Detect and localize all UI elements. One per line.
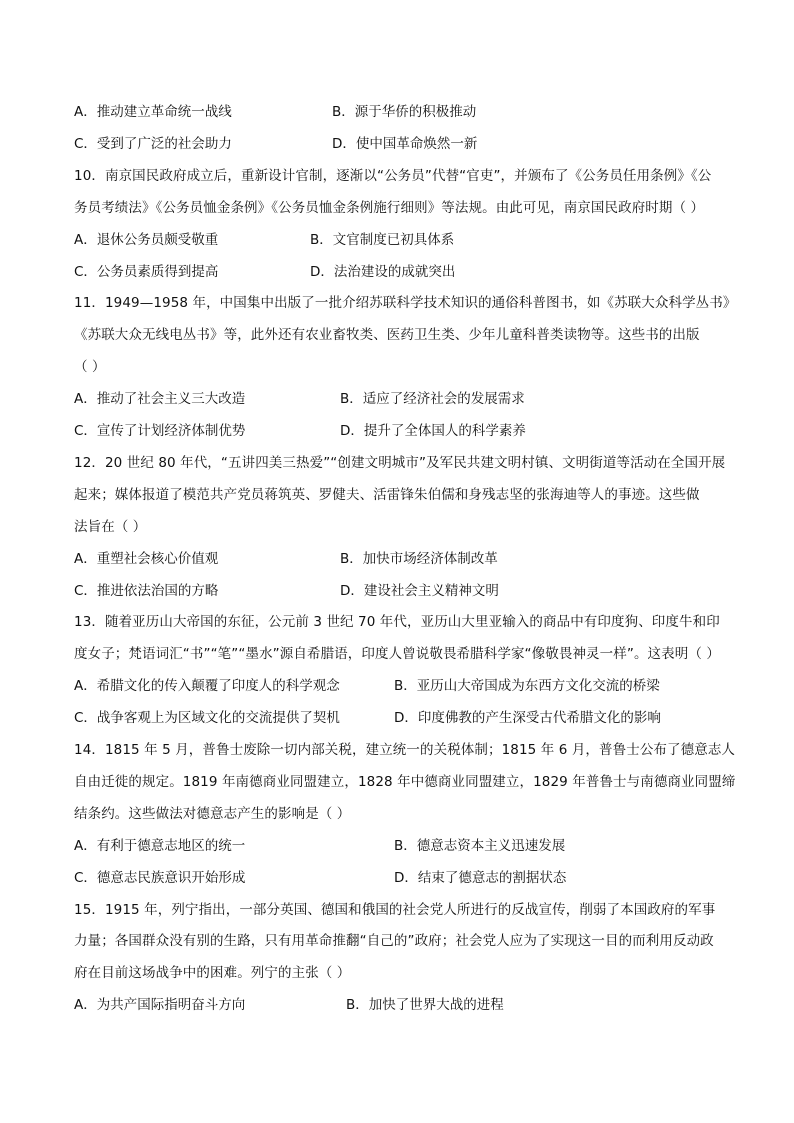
answer-option: B．文官制度已初具体系 — [310, 231, 455, 248]
question-text-line: 10．南京国民政府成立后，重新设计官制，逐渐以“公务员”代替“官吏”，并颁布了《公务员任用条例》《公 — [74, 167, 712, 184]
answer-option: B．德意志资本主义迅速发展 — [394, 837, 566, 854]
answer-option: D．印度佛教的产生深受古代希腊文化的影响 — [394, 710, 661, 727]
answer-option: C．公务员素质得到提高 — [74, 263, 219, 280]
question-text-line: 起来；媒体报道了模范共产党员蒋筑英、罗健夫、活雷锋朱伯儒和身残志坚的张海迪等人的事迹。这些做 — [74, 486, 700, 503]
question-text-line: 自由迁徙的规定。1819 年南德商业同盟建立，1828 年中德商业同盟建立，1829 年普鲁士与南德商业同盟缔 — [74, 773, 736, 790]
question-text-line: 务员考绩法》《公务员恤金条例》《公务员恤金条例施行细则》等法规。由此可见，南京国民政府时期（ ） — [74, 199, 705, 216]
question-text-line: 13．随着亚历山大帝国的东征，公元前 3 世纪 70 年代，亚历山大里亚输入的商品中有印度狗、印度牛和印 — [74, 614, 720, 631]
answer-option: D．建设社会主义精神文明 — [340, 582, 499, 599]
answer-option: C．推进依法治国的方略 — [74, 582, 219, 599]
answer-option: B．加快市场经济体制改革 — [340, 550, 498, 567]
answer-option: B．适应了经济社会的发展需求 — [340, 391, 525, 408]
question-text-line: （ ） — [74, 359, 106, 376]
answer-option: C．德意志民族意识开始形成 — [74, 869, 246, 886]
question-text-line: 法旨在（ ） — [74, 518, 147, 535]
question-text-line: 结条约。这些做法对德意志产生的影响是（ ） — [74, 805, 351, 822]
answer-option: D．使中国革命焕然一新 — [332, 135, 478, 152]
question-text-line: 14．1815 年 5 月，普鲁士废除一切内部关税，建立统一的关税体制；1815 年 6 月，普鲁士公布了德意志人 — [74, 742, 736, 758]
question-text-line: 11．1949—1958 年，中国集中出版了一批介绍苏联科学技术知识的通俗科普图书，如《苏联大众科学丛书》 — [74, 295, 737, 312]
answer-option: B．源于华侨的积极推动 — [332, 104, 477, 120]
answer-option: B．加快了世界大战的进程 — [346, 997, 504, 1014]
answer-option: A．重塑社会核心价值观 — [74, 550, 219, 567]
answer-option: B．亚历山大帝国成为东西方文化交流的桥梁 — [394, 678, 660, 695]
question-text-line: 度女子；梵语词汇“书”“笔”“墨水”源自希腊语，印度人曾说敬畏希腊科学家“像敬畏神灵一样”。这表明（ ） — [74, 646, 720, 663]
question-text-line: 12．20 世纪 80 年代，“五讲四美三热爱”“创建文明城市”及军民共建文明村镇、文明街道等活动在全国开展 — [74, 454, 726, 471]
answer-option: A．退休公务员颇受敬重 — [74, 231, 219, 248]
answer-option: C．宣传了计划经济体制优势 — [74, 423, 246, 439]
answer-option: A．为共产国际指明奋斗方向 — [74, 997, 246, 1014]
question-text-line: 15．1915 年，列宁指出，一部分英国、德国和俄国的社会党人所进行的反战宣传，削弱了本国政府的军事 — [74, 901, 716, 918]
answer-option: D．结束了德意志的割据状态 — [394, 869, 567, 886]
answer-option: A．有利于德意志地区的统一 — [74, 837, 246, 854]
answer-option: A．推动了社会主义三大改造 — [74, 391, 246, 408]
answer-option: C．战争客观上为区域文化的交流提供了契机 — [74, 710, 340, 727]
answer-option: A．希腊文化的传入颠覆了印度人的科学观念 — [74, 678, 340, 695]
question-text-line: 《苏联大众无线电丛书》等，此外还有农业畜牧类、医药卫生类、少年儿童科普类读物等。这些书的出版 — [74, 327, 700, 344]
answer-option: D．法治建设的成就突出 — [310, 263, 456, 280]
answer-option: D．提升了全体国人的科学素养 — [340, 423, 526, 439]
question-text-line: 府在目前这场战争中的困难。列宁的主张（ ） — [74, 965, 351, 982]
answer-option: A．推动建立革命统一战线 — [74, 104, 232, 120]
question-text-line: 力量；各国群众没有别的生路，只有用革命推翻“自己的”政府；社会党人应为了实现这一目的而利用反动政 — [74, 933, 714, 950]
answer-option: C．受到了广泛的社会助力 — [74, 135, 232, 152]
